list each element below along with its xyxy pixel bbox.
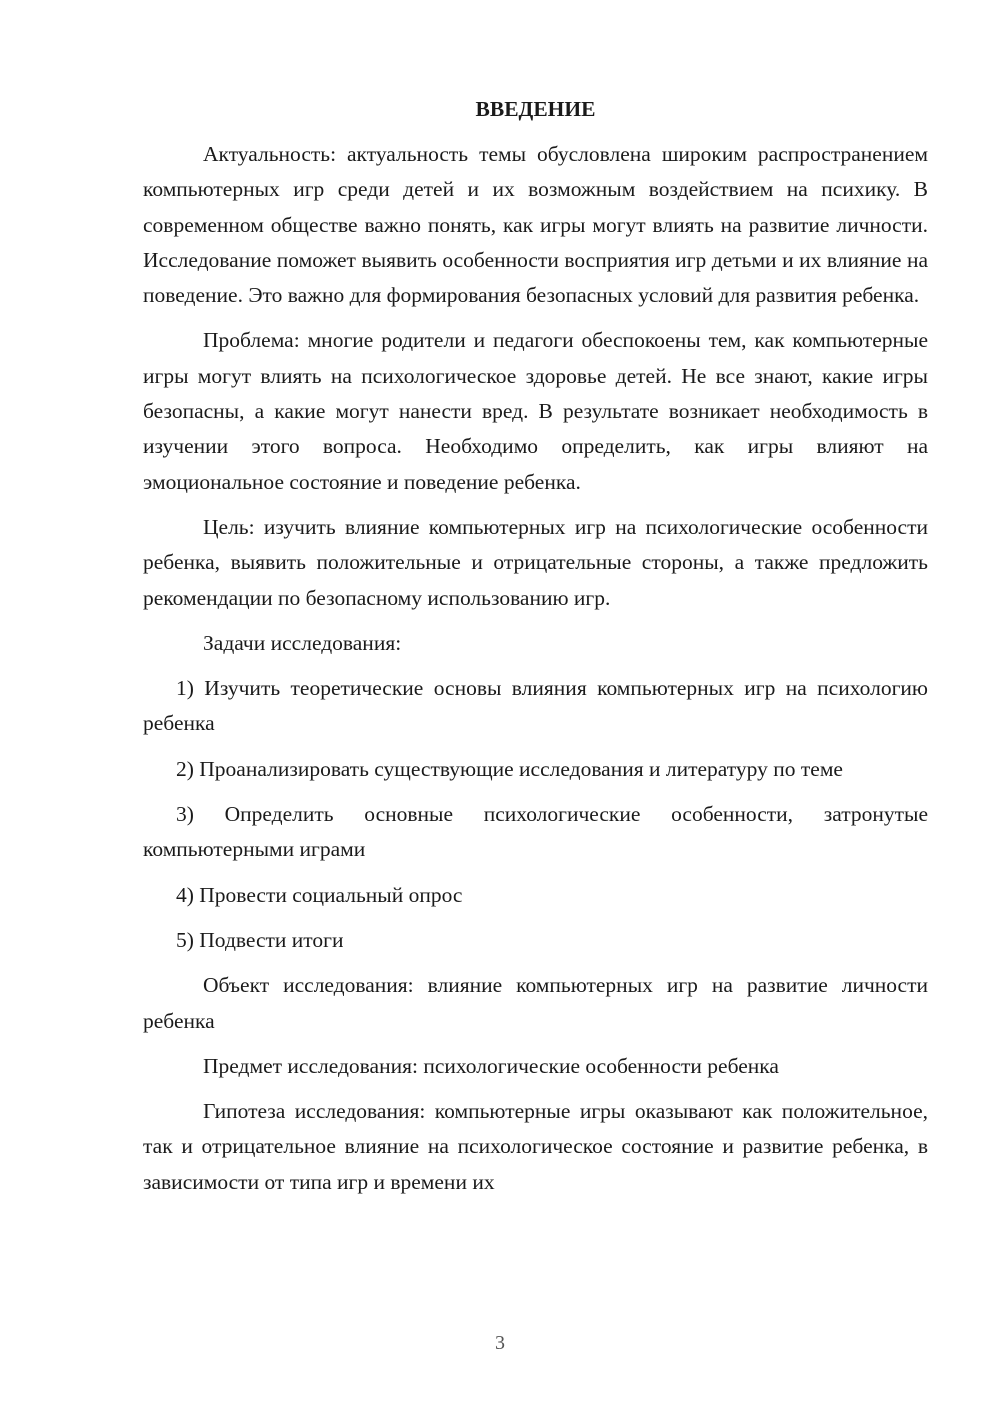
problem-paragraph: Проблема: многие родители и педагоги обеспокоены тем, как компьютерные игры могут влиять на психологическое здоровье детей. Не все знают, какие игры безопасны, а какие могут нанести вред. В результате возникает необходимость в изучении этого вопроса. Необходимо определить, как игры влияют на эмоциональное состояние и поведение ребенка.	[143, 328, 928, 494]
relevance-paragraph: Актуальность: актуальность темы обусловлена широким распространением компьютерных игр среди детей и их возможным воздействием на психику. В современном обществе важно понять, как игры могут влиять на развитие личности. Исследование поможет выявить особенности восприятия игр детьми и их влияние на поведение. Это важно для формирования безопасных условий для развития ребенка.	[143, 142, 928, 308]
task-item: 3) Определить основные психологические особенности, затронутые компьютерными играми	[143, 802, 928, 862]
subject-paragraph: Предмет исследования: психологические особенности ребенка	[203, 1053, 779, 1078]
task-item: 1) Изучить теоретические основы влияния компьютерных игр на психологию ребенка	[143, 676, 928, 736]
object-paragraph: Объект исследования: влияние компьютерных игр на развитие личности ребенка	[143, 973, 928, 1033]
tasks-title: Задачи исследования:	[203, 630, 402, 655]
page-number: 3	[495, 1332, 505, 1354]
document-page	[143, 92, 928, 1210]
task-item: 5) Подвести итоги	[176, 927, 344, 952]
task-item: 4) Провести социальный опрос	[176, 882, 463, 907]
hypothesis-paragraph: Гипотеза исследования: компьютерные игры оказывают как положительное, так и отрицательное влияние на психологическое состояние и развитие ребенка, в зависимости от типа игр и времени их	[143, 1099, 928, 1194]
goal-paragraph: Цель: изучить влияние компьютерных игр на психологические особенности ребенка, выявить положительные и отрицательные стороны, а также предложить рекомендации по безопасному использованию игр.	[143, 514, 928, 610]
section-heading: ВВЕДЕНИЕ	[475, 97, 596, 121]
task-item: 2) Проанализировать существующие исследования и литературу по теме	[176, 756, 843, 781]
